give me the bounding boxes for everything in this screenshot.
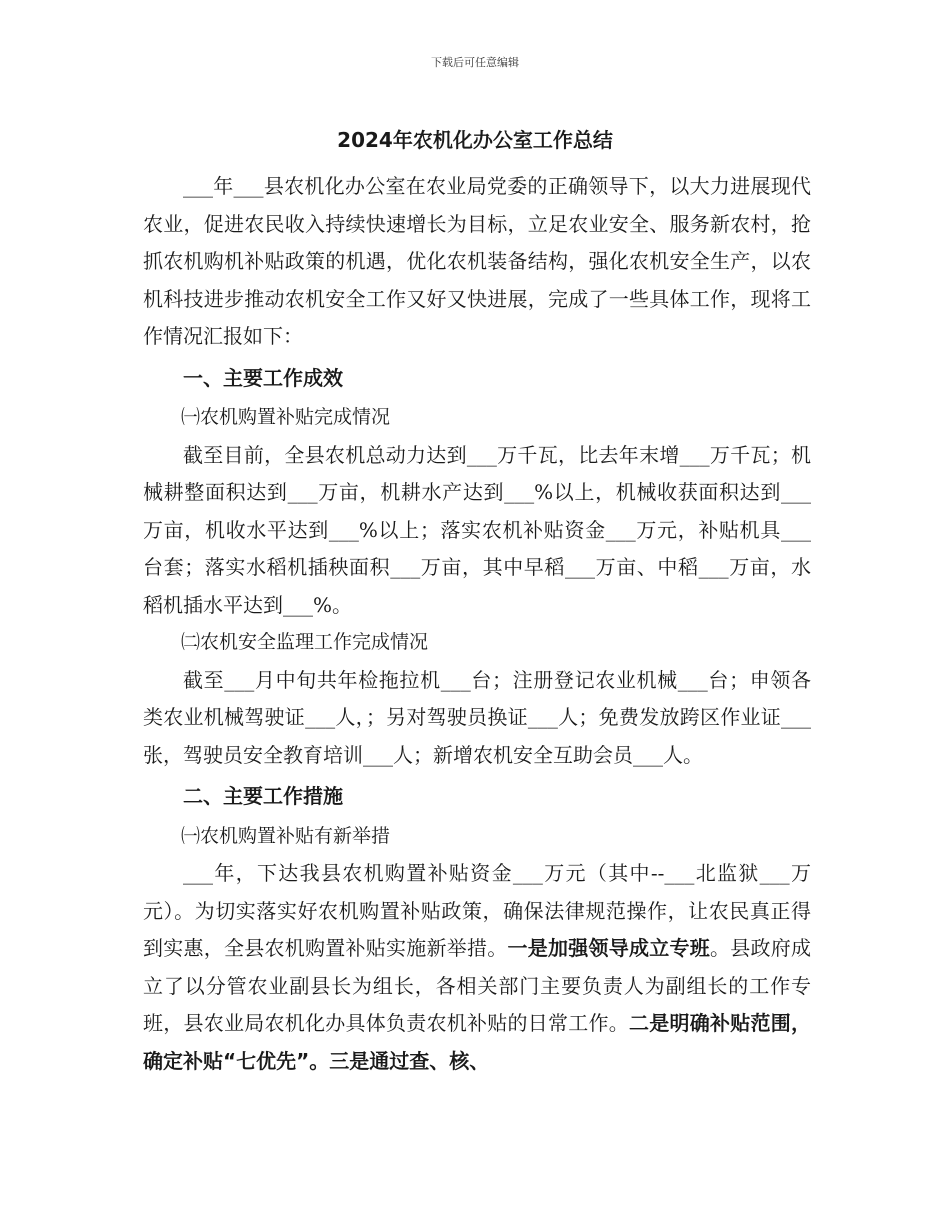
- section-2-heading: 二、主要工作措施: [183, 784, 343, 808]
- document-body: [143, 168, 811, 1080]
- intro-paragraph: ___年___县农机化办公室在农业局党委的正确领导下，以大力进展现代农业，促进农民收入持续快速增长为目标，立足农业安全、服务新农村，抢抓农机购机补贴政策的机遇，优化农机装备结构，强化农机安全生产，以农机科技进步推动农机安全工作又好又快进展，完成了一些具体工作，现将工作情况汇报如下：: [143, 174, 811, 348]
- section-2-bold-a: 一是加强领导成立专班: [507, 936, 710, 960]
- section-1-subheading-1: ㈠农机购置补贴完成情况: [181, 406, 391, 428]
- section-2-text-b: 。县政府成立了以分管农业副县长为组长，各相关部门主要负责人为副组长的工作专班，县农业局农机化办具体负责农机补贴的日常工作。: [143, 936, 811, 1035]
- section-1-paragraph-2: 截至___月中旬共年检拖拉机___台；注册登记农业机械___台；申领各类农业机械驾驶证___人，；另对驾驶员换证___人；免费发放跨区作业证___张，驾驶员安全教育培训___人；新增农机安全互助会员___人。: [143, 667, 811, 767]
- document-title: 2024年农机化办公室工作总结: [337, 128, 613, 152]
- section-1-subheading-2: ㈡农机安全监理工作完成情况: [181, 631, 429, 653]
- header-note: 下载后可任意编辑: [431, 56, 519, 69]
- section-2-bold-b: 二是明确补贴范围，确定补贴“七优先”。三是通过查、核、: [143, 1011, 811, 1073]
- section-1-heading: 一、主要工作成效: [183, 365, 343, 390]
- section-1-paragraph-1: 截至目前，全县农机总动力达到___万千瓦，比去年末增___万千瓦；机械耕整面积达到___万亩，机耕水产达到___%以上，机械收获面积达到___万亩，机收水平达到___%以上；落实农机补贴资金___万元，补贴机具___台套；落实水稻机插秧面积___万亩，其中早稻___万亩、中稻___万亩，水稻机插水平达到___%。: [143, 442, 811, 617]
- section-2-text-a: ___年，下达我县农机购置补贴资金___万元（其中--___北监狱___万元）。为切实落实好农机购置补贴政策，确保法律规范操作，让农民真正得到实惠，全县农机购置补贴实施新举措。: [143, 861, 811, 960]
- section-2-subheading-1: ㈠农机购置补贴有新举措: [181, 824, 391, 847]
- section-2-paragraph-1: [143, 855, 811, 1080]
